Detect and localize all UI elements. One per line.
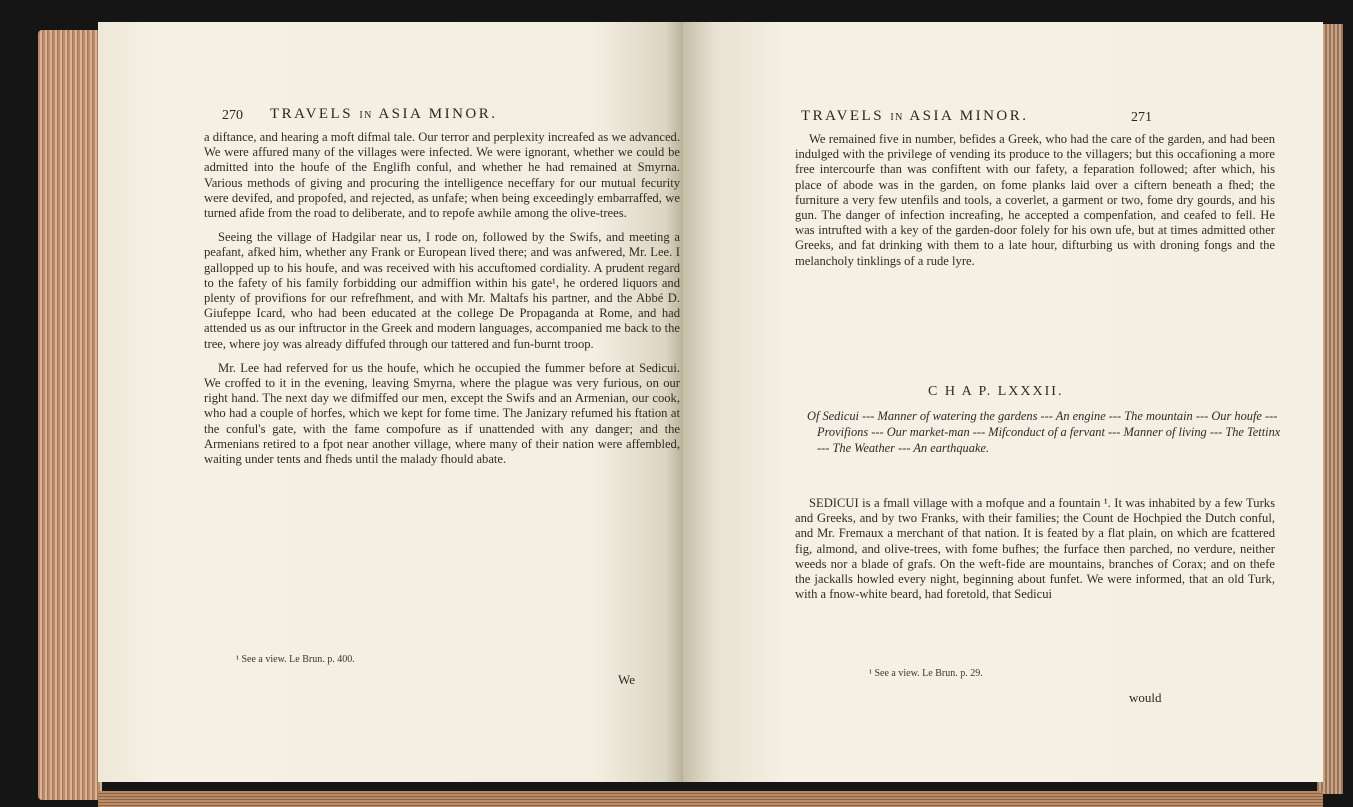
left-footnote: ¹ See a view. Le Brun. p. 400. xyxy=(236,654,355,665)
running-head-in: IN xyxy=(359,110,373,121)
right-paragraph-2: SEDICUI is a fmall village with a mofque and a fountain ¹. It was inhabited by a few Turks and Greeks, and by two Franks, with their families; the Count de Hochpied the Dutch conful, and Mr. Fremaux a merchant of that nation. It is feated by a flat plain, on which are fcattered fig, almond, and olive-trees, with fome bufhes; the furface then parched, no verdure, neither weeds nor a blade of grafs. On the weft-fide are mountains, branches of Corax; and on thefe the jackalls howled every night, beginning about funfet. We were informed, that an old Turk, with a fnow-white beard, had foretold, that Sedicui xyxy=(795,496,1275,602)
running-head-place: ASIA MINOR. xyxy=(378,106,498,122)
right-body-top xyxy=(795,132,1275,269)
left-catchword: We xyxy=(618,672,635,687)
running-head-in: IN xyxy=(890,112,904,123)
left-page xyxy=(98,22,683,782)
right-catchword: would xyxy=(1129,690,1162,705)
right-page-number: 271 xyxy=(1131,110,1152,125)
running-head-title: TRAVELS xyxy=(270,106,354,122)
right-page xyxy=(683,22,1323,782)
left-paragraph-3: Mr. Lee had referved for us the houfe, which he occupied the fummer before at Sedicui. We croffed to it in the evening, leaving Smyrna, where the plague was very furious, on our right hand. The next day we difmiffed our men, except the Swifs and an Armenian, our cook, who had a couple of horfes, which we kept for fome time. The Janizary refumed his ftation at the conful's gate, with the fame compofure as if unattended with any danger; and the Armenians retired to a fpot near another village, where many of their nation were affembled, waiting under tents and fheds until the malady fhould abate. xyxy=(204,360,680,467)
right-footnote: ¹ See a view. Le Brun. p. 29. xyxy=(869,668,983,679)
book-spread xyxy=(38,12,1343,797)
running-head-place: ASIA MINOR. xyxy=(909,108,1029,124)
page-edges-bottom xyxy=(98,791,1323,807)
right-paragraph-1: We remained five in number, befides a Greek, who had the care of the garden, and had been indulged with the privilege of vending its produce to the villagers; but this occafioning a more free intercourfe than was confiftent with our fafety, a feparation followed; after which, his place of abode was in the garden, on fome planks laid over a ciftern beneath a fhed; the furniture a very few utenfils and tools, a coverlet, a garment or two, fome dry gourds, and his gun. The danger of infection increafing, he accepted a compenfation, and ceafed to fell. He was intrufted with a key of the garden-door folely for his own ufe, but at times admitted other Greeks, and fat drinking with them to a late hour, difturbing us with droning fongs and the melancholy tinklings of a rude lyre. xyxy=(795,132,1275,268)
right-running-head xyxy=(801,108,1029,125)
chapter-title: C H A P. LXXXII. xyxy=(928,384,1064,399)
left-paragraph-2: Seeing the village of Hadgilar near us, I rode on, followed by the Swifs, and meeting a peafant, afked him, whether any Frank or European lived there; and was anfwered, Mr. Lee. I gallopped up to his houfe, and was received with his accuftomed cordiality. A prudent regard to the fafety of his family forbidding our admiffion within his gate¹, he ordered liquors and plenty of provifions for our refrefhment, and with Mr. Maltafs his partner, and the Abbé D. Giufeppe Icard, who had been educated at the college De Propaganda at Rome, and had attended us as our inftructor in the Greek and modern languages, accompanied me back to the tree, where joy was already diffufed through our tattered and fun-burnt troop. xyxy=(204,230,680,351)
chapter-summary: Of Sedicui --- Manner of watering the gardens --- An engine --- The mountain --- Our houfe --- Provifions --- Our market-man --- Mifconduct of a fervant --- Manner of living --- The Tettinx --- The Weather --- An earthquake. xyxy=(807,409,1281,455)
right-body-bottom xyxy=(795,496,1275,602)
left-running-head xyxy=(270,106,498,123)
left-body xyxy=(204,130,680,467)
running-head-title: TRAVELS xyxy=(801,108,885,124)
left-page-number: 270 xyxy=(222,108,243,123)
page-edges-left xyxy=(38,30,102,800)
left-paragraph-1: a diftance, and hearing a moft difmal tale. Our terror and perplexity increafed as we advanced. We were affured many of the villages were infected. We were ignorant, whether we could be admitted into the houfe of the Englifh conful, and whether he had remained at Smyrna. Various methods of giving and procuring the intelligence neceffary for our mutual fecurity were devifed, and propofed, and rejected, as unfafe; when being exceedingly embarraffed, we turned afide from the road to deliberate, and to repofe awhile among the olive-trees. xyxy=(204,130,680,221)
